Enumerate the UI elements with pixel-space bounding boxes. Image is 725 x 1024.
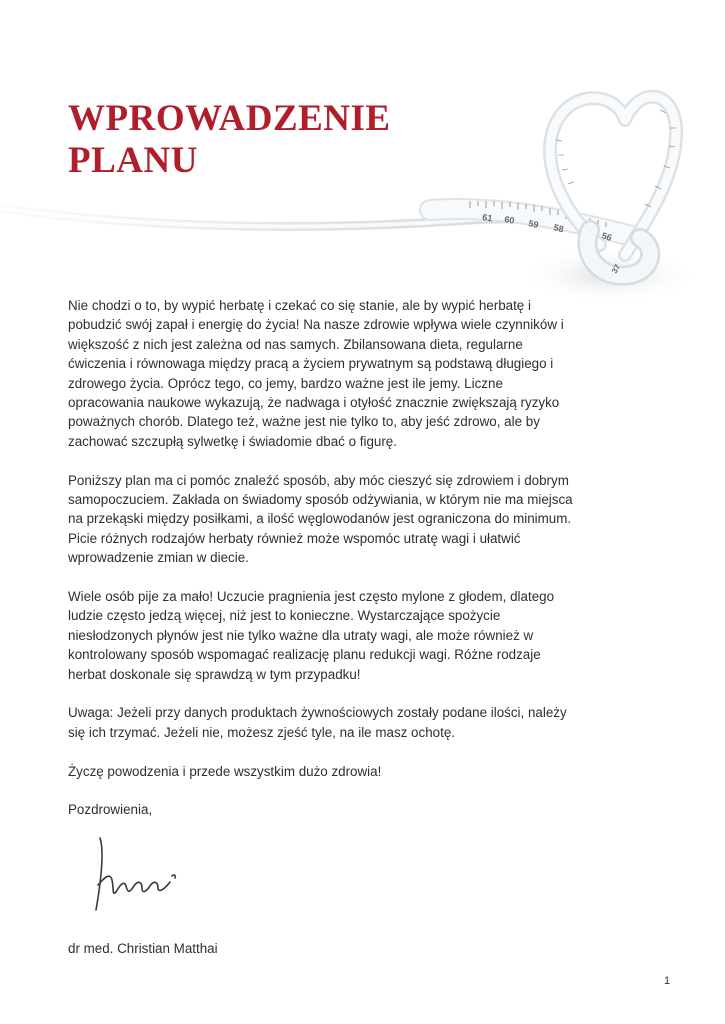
svg-text:37: 37 — [609, 262, 623, 275]
paragraph-hydration: Wiele osób pije za mało! Uczucie pragnienia jest często mylone z głodem, dlatego ludzie często jedzą więcej, niż jest to konieczne. Wystarczające spożycie niesłodzonych płynów jest nie tylko ważne dla utraty wagi, ale może również w kontrolowany sposób wspomagać realizację planu redukcji wagi. Różne rodzaje herbat doskonale się sprawdzą w tym przypadku! — [68, 589, 555, 682]
title-line-1: WPROWADZENIE — [68, 98, 391, 139]
svg-text:59: 59 — [527, 218, 540, 231]
signer-name: dr med. Christian Matthai — [68, 941, 218, 956]
svg-text:58: 58 — [552, 222, 565, 235]
svg-text:61: 61 — [481, 212, 494, 224]
heart-measuring-tape-icon — [0, 80, 725, 310]
paragraph-note: Uwaga: Jeżeli przy danych produktach żywnościowych zostały podane ilości, należy się ich trzymać. Jeżeli nie, możesz zjeść tyle, na ile masz ochotę. — [68, 705, 567, 740]
page-number: 1 — [664, 975, 671, 987]
svg-text:57: 57 — [577, 226, 590, 239]
letter-body — [68, 296, 573, 839]
paragraph-greeting: Pozdrowienia, — [68, 802, 153, 818]
svg-text:60: 60 — [503, 214, 516, 226]
paragraph-wishes: Życzę powodzenia i przede wszystkim dużo zdrowia! — [68, 763, 382, 779]
paragraph-plan: Poniższy plan ma ci pomóc znaleźć sposób, aby móc cieszyć się zdrowiem i dobrym samopoczuciem. Zakłada on świadomy sposób odżywiania, w którym nie ma miejsca na przekąski między posiłkami, a ilość węglowodanów jest ograniczona do minimum. Picie różnych rodzajów herbaty również może wspomóc utratę wagi i ułatwić wprowadzenie zmian w diecie. — [68, 472, 573, 566]
handwritten-signature-icon — [80, 830, 190, 920]
paragraph-intro: Nie chodzi o to, by wypić herbatę i czekać co się stanie, ale by wypić herbatę i pobudzić swój zapał i energię do życia! Na nasze zdrowie wpływa wiele czynników i większość z nich jest zależna od nas samych. Zbilansowana dieta, regularne ćwiczenia i równowaga między pracą a życiem prywatnym są podstawą długiego i zdrowego życia. Oprócz tego, co jemy, bardzo ważne jest ile jemy. Liczne opracowania naukowe wykazują, że nadwaga i otyłość znacznie zwiększają ryzyko poważnych chorób. Dlatego też, ważne jest nie tylko to, aby jeść zdrowo, ale by zachować szczupłą sylwetkę i świadomie dbać o figurę. — [68, 298, 564, 449]
title-line-2: PLANU — [68, 140, 198, 181]
svg-text:56: 56 — [600, 230, 613, 243]
